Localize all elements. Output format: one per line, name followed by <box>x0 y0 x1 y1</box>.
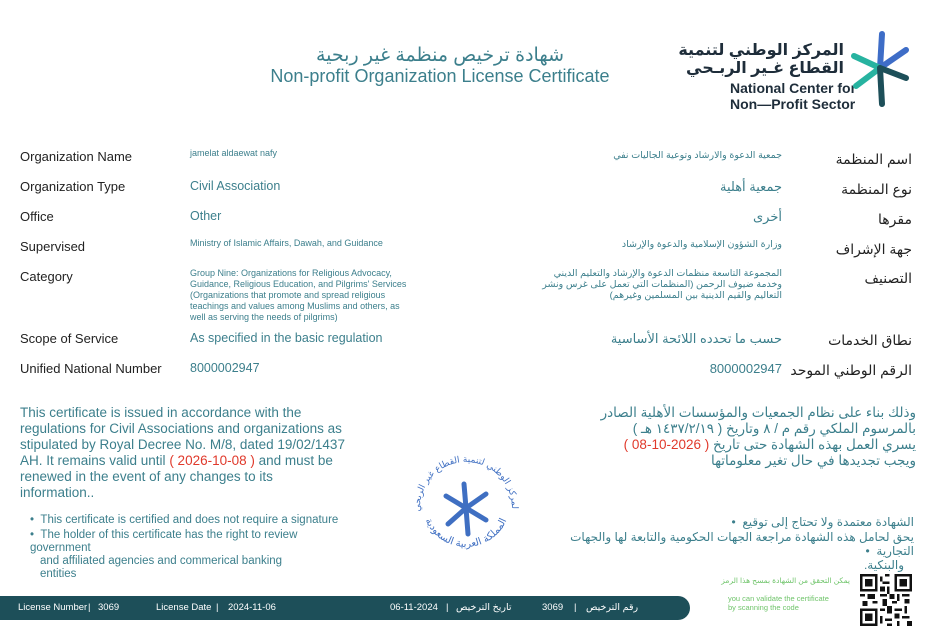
license-number-ar-value: 3069 <box>542 602 564 613</box>
scope-label-ar: نطاق الخدمات <box>828 332 912 348</box>
license-date-ar-value: 06-11-2024 <box>390 602 438 613</box>
license-date-label-ar: تاريخ الترخيص <box>456 602 512 613</box>
org-type-value-en: Civil Association <box>190 179 281 193</box>
org-name-label-ar: اسم المنظمة <box>835 151 912 167</box>
office-label-en: Office <box>20 209 54 224</box>
scope-label-en: Scope of Service <box>20 331 119 346</box>
unn-label-en: Unified National Number <box>20 361 162 376</box>
license-number-en: 3069 <box>98 602 120 613</box>
office-label-ar: مقرها <box>878 211 912 227</box>
category-label-en: Category <box>20 269 73 284</box>
title-arabic: شهادة ترخيص منظمة غير ربحية <box>316 45 564 66</box>
title-english: Non-profit Organization License Certificate <box>270 66 610 86</box>
svg-text:المركز الوطني لتنمية القطاع غي <box>406 448 519 511</box>
footer-bar: License Number | 3069 License Date | 2024-11-06 06-11-2024 | تاريخ الترخيص 3069 | رقم الترخيص <box>0 596 944 620</box>
statement-arabic: وذلك بناء على نظام الجمعيات والمؤسسات الأهلية الصادر بالمرسوم الملكي رقم م / ٨ وتاريخ ( ١٤٣٧/٢/١٩ هـ ) يسري العمل بهذه الشهادة حتى تاريخ ( 2026-10-08 ) ويجب تجديدها في حال تغير معلوماتها <box>600 405 916 468</box>
expiry-date-en: ( 2026-10-08 ) <box>169 453 255 468</box>
office-value-en: Other <box>190 209 222 223</box>
scope-value-ar: حسب ما تحدده اللائحة الأساسية <box>610 331 782 346</box>
scope-value-en: As specified in the basic regulation <box>190 331 383 345</box>
category-value-ar: المجموعة التاسعة منظمات الدعوة والإرشاد والتعليم الديني وخدمة ضيوف الرحمن (المنظمات التي تعمل على غرس ونشر التعاليم والقيم الدينية بين المسلمين وغيرهم) <box>542 268 782 301</box>
unn-value-ar: 8000002947 <box>709 361 782 376</box>
org-type-label-en: Organization Type <box>20 179 126 194</box>
office-value-ar: أخرى <box>753 209 782 224</box>
supervised-value-ar: وزارة الشؤون الإسلامية والدعوة والإرشاد <box>621 239 782 250</box>
supervised-value-en: Ministry of Islamic Affairs, Dawah, and Guidance <box>190 238 383 248</box>
unn-label-ar: الرقم الوطني الموحد <box>790 362 912 378</box>
license-date-label-en: License Date <box>156 602 212 613</box>
org-name-value-ar: جمعية الدعوة والارشاد وتوعية الجاليات نفي <box>613 150 782 161</box>
supervised-label-en: Supervised <box>20 239 86 254</box>
statement-english: This certificate is issued in accordance with the regulations for Civil Associations and organizations as stipulated by Royal Decree No. M/8, dated 19/02/1437 AH. It remains valid until ( 2026-10-08 ) and must be renewed in the event of any changes to its information.. <box>20 405 345 500</box>
license-number-label-en: License Number <box>18 602 88 613</box>
seal-text-bottom: المملكة العربية السعودية <box>422 516 510 550</box>
license-date-en: 2024-11-06 <box>228 602 276 613</box>
seal-text-top: لمركز الوطني لتنمية القطاع غير الربحي <box>412 454 520 512</box>
supervised-label-ar: جهة الإشراف <box>835 241 912 257</box>
ncnp-logo-icon <box>848 26 912 110</box>
category-label-ar: التصنيف <box>864 270 912 286</box>
org-type-value-ar: جمعية أهلية <box>720 179 782 194</box>
seal-stamp-icon <box>406 448 526 568</box>
license-number-label-ar: رقم الترخيص <box>586 602 639 613</box>
unn-value-en: 8000002947 <box>190 361 260 375</box>
expiry-date-ar: ( 2026-10-08 ) <box>623 437 710 452</box>
org-name-label-en: Organization Name <box>20 149 132 164</box>
org-name-value-en: jamelat aldaewat nafy <box>190 148 278 158</box>
bullet-en-2: • The holder of this certificate has the right to review government and affiliated agencies and commerical banking entities <box>30 529 298 580</box>
org-type-label-ar: نوع المنظمة <box>841 181 912 197</box>
bullet-ar-1: الشهادة معتمدة ولا تحتاج إلى توقيع • <box>731 515 914 529</box>
category-value-en: Group Nine: Organizations for Religious Advocacy, Guidance, Religious Education, and Pilgrims' Services (Organizations that promote and spread religious teachings and values among Muslims and others, as well as serving the needs of pilgrims) <box>190 268 407 322</box>
bullet-ar-2: يحق لحامل هذه الشهادة مراجعة الجهات الحكومية والتابعة لها والجهات التجارية • والبنكية. <box>570 530 914 572</box>
logo-text-arabic: المركز الوطني لتنمية القطاع غـير الربـحي <box>678 42 844 77</box>
bullet-en-1: • This certificate is certified and does not require a signature <box>30 514 339 526</box>
logo-text-english: National Center for Non—Profit Sector <box>730 80 857 112</box>
verify-text-ar: يمكن التحقق من الشهادة بمسح هذا الرمز <box>721 576 850 585</box>
verify-text-en: you can validate the certificate by scanning the code <box>728 594 829 612</box>
